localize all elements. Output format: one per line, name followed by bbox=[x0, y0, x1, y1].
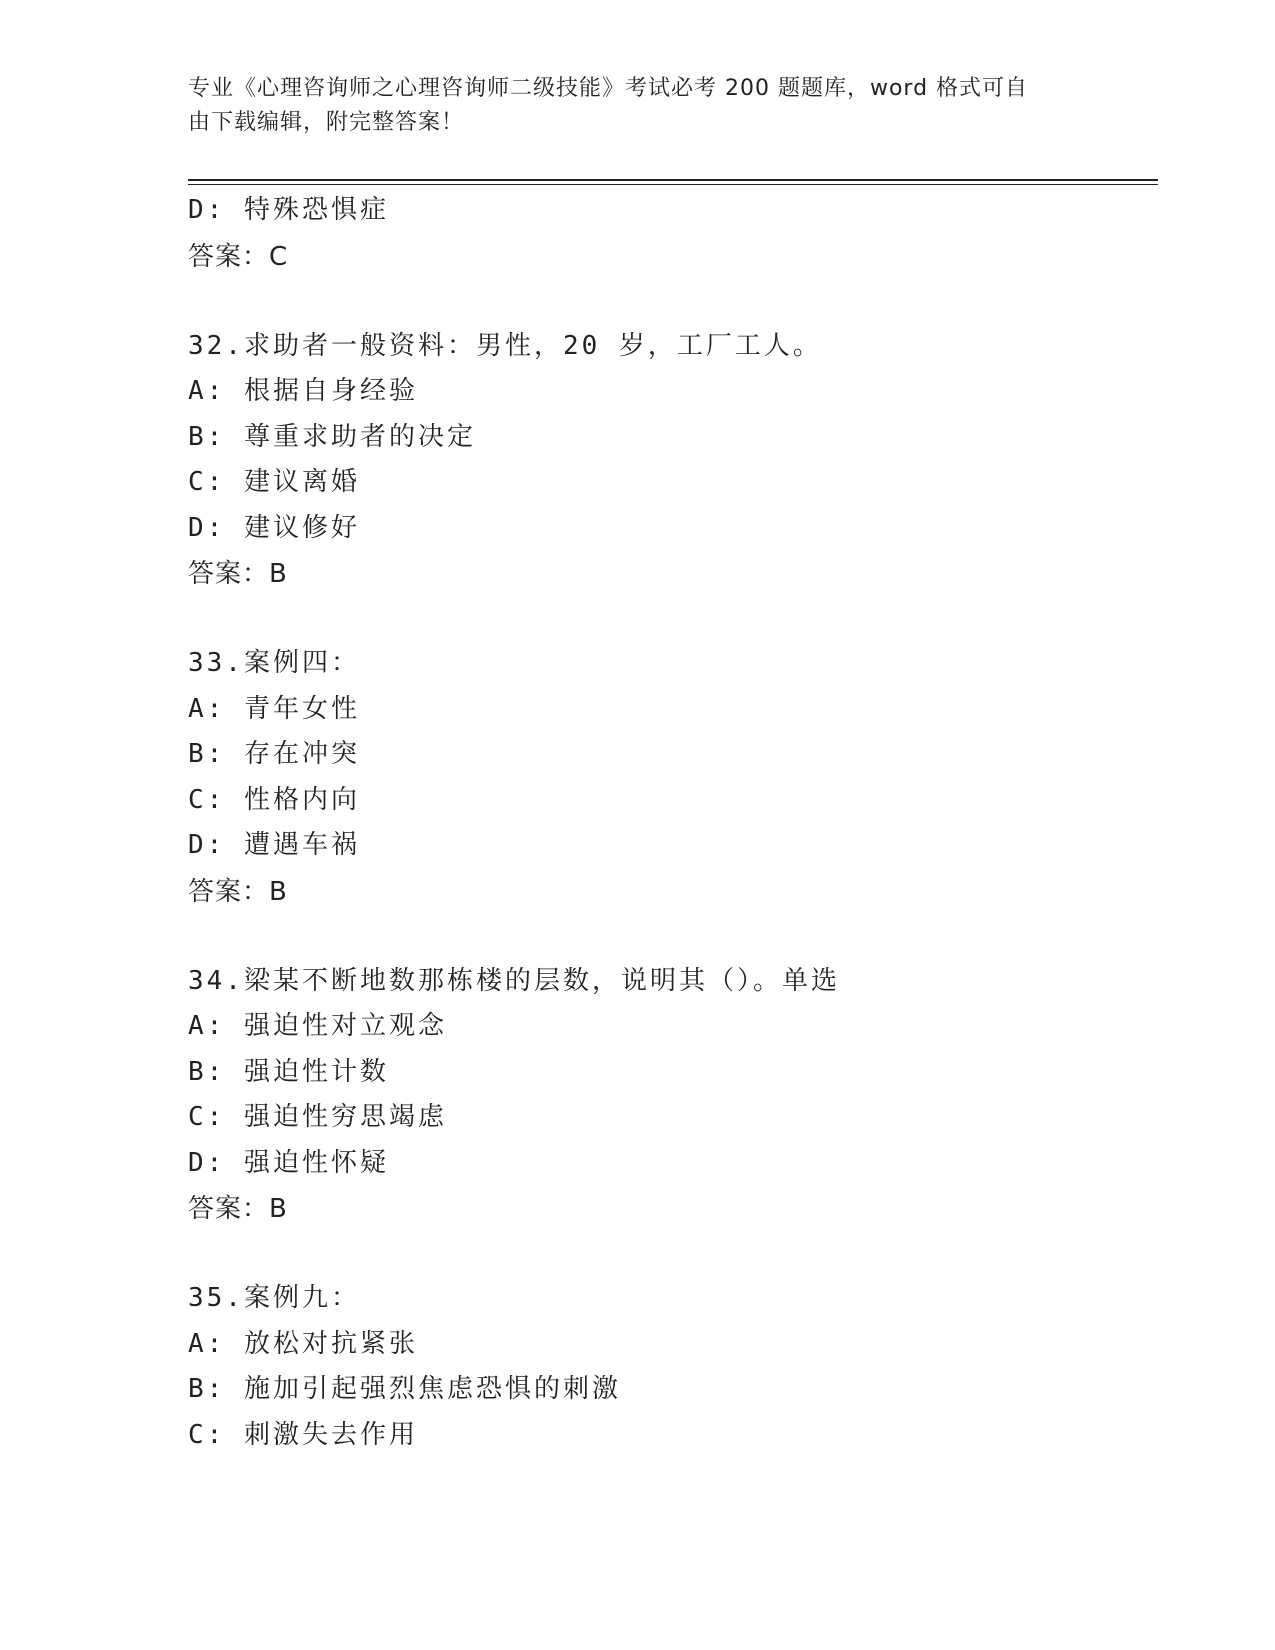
header-rule-thin bbox=[188, 184, 1158, 185]
question-stem: 34.梁某不断地数那栋楼的层数，说明其（）。单选 bbox=[188, 965, 840, 996]
header-line-2: 由下载编辑，附完整答案！ bbox=[188, 110, 465, 135]
prev-option-d: D: 特殊恐惧症 bbox=[188, 195, 389, 225]
question-33 bbox=[188, 641, 1188, 915]
option-c: C: 刺激失去作用 bbox=[188, 1419, 418, 1450]
question-35 bbox=[188, 1276, 1188, 1458]
prev-answer: 答案：C bbox=[188, 241, 289, 272]
option-a: A: 青年女性 bbox=[188, 693, 360, 724]
option-d: D: 建议修好 bbox=[188, 512, 360, 543]
answer: 答案：B bbox=[188, 559, 288, 589]
spacer bbox=[188, 280, 1188, 324]
question-32 bbox=[188, 324, 1188, 598]
document-header bbox=[188, 72, 1088, 140]
option-b: B: 强迫性计数 bbox=[188, 1056, 389, 1087]
header-line-1: 专业《心理咨询师之心理咨询师二级技能》考试必考 200 题题库，word 格式可自 bbox=[188, 76, 1029, 101]
option-a: A: 根据自身经验 bbox=[188, 376, 418, 406]
option-d: D: 遭遇车祸 bbox=[188, 830, 360, 860]
question-content bbox=[188, 188, 1188, 1458]
option-c: C: 建议离婚 bbox=[188, 467, 360, 497]
answer: 答案：B bbox=[188, 1194, 288, 1224]
option-a: A: 强迫性对立观念 bbox=[188, 1011, 447, 1041]
question-stem: 35.案例九： bbox=[188, 1283, 360, 1313]
question-stem: 33.案例四： bbox=[188, 648, 360, 678]
option-c: C: 强迫性穷思竭虑 bbox=[188, 1102, 447, 1132]
option-b: B: 施加引起强烈焦虑恐惧的刺激 bbox=[188, 1374, 621, 1404]
answer: 答案：B bbox=[188, 876, 288, 907]
spacer bbox=[188, 1232, 1188, 1276]
spacer bbox=[188, 597, 1188, 641]
option-d: D: 强迫性怀疑 bbox=[188, 1147, 389, 1178]
question-stem: 32.求助者一般资料：男性，20 岁，工厂工人。 bbox=[188, 330, 822, 361]
option-a: A: 放松对抗紧张 bbox=[188, 1328, 418, 1359]
option-b: B: 存在冲突 bbox=[188, 739, 360, 769]
option-b: B: 尊重求助者的决定 bbox=[188, 421, 476, 452]
spacer bbox=[188, 915, 1188, 959]
question-34 bbox=[188, 959, 1188, 1233]
option-c: C: 性格内向 bbox=[188, 784, 360, 815]
header-rule-thick bbox=[188, 179, 1158, 181]
